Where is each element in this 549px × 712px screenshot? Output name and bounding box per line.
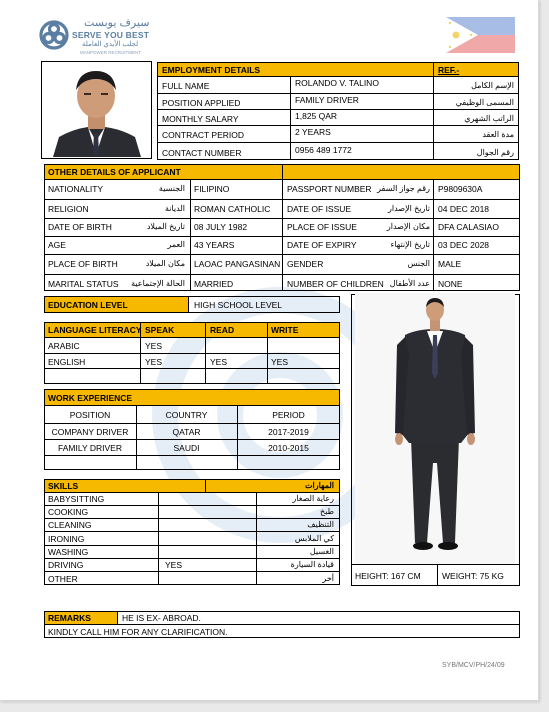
contact-number-arabic: رقم الجوال xyxy=(476,148,514,157)
religion-label: RELIGION xyxy=(48,204,89,214)
work-row-1-position: COMPANY DRIVER xyxy=(51,427,129,437)
remarks-label: REMARKS xyxy=(48,613,91,623)
skill-washing-arabic: الغسيل xyxy=(309,547,334,556)
date-of-issue-arabic: تاريخ الإصدار xyxy=(387,204,430,213)
passport-number-label: PASSPORT NUMBER xyxy=(287,184,372,194)
place-of-issue-value: DFA CALASIAO xyxy=(438,222,499,232)
date-of-expiry-label: DATE OF EXPIRY xyxy=(287,240,357,250)
date-of-birth-value: 08 JULY 1982 xyxy=(194,222,248,232)
place-of-issue-arabic: مكان الإصدار xyxy=(386,222,430,231)
number-of-children-value: NONE xyxy=(438,279,463,289)
skill-cooking-label: COOKING xyxy=(48,507,89,517)
english-read: YES xyxy=(210,357,228,367)
place-of-birth-arabic: مكان الميلاد xyxy=(145,259,185,268)
age-arabic: العمر xyxy=(167,240,185,249)
work-experience-header: WORK EXPERIENCE xyxy=(48,393,133,403)
logo-arabic-subtitle: لجلب الأيدي العاملة xyxy=(82,41,139,48)
skill-other-label: OTHER xyxy=(48,574,78,584)
passport-photo xyxy=(41,61,152,159)
marital-status-value: MARRIED xyxy=(194,279,234,289)
language-header: LANGUAGE LITERACY xyxy=(48,325,142,335)
full-name-arabic: الإسم الكامل xyxy=(471,81,514,90)
religion-value: ROMAN CATHOLIC xyxy=(194,204,271,214)
position-applied-arabic: المسمى الوظيفي xyxy=(455,98,514,107)
logo-arabic-text: سيرف يوبست xyxy=(84,17,150,29)
remarks-value: HE IS EX- ABROAD. xyxy=(122,613,201,623)
religion-arabic: الديانة xyxy=(164,204,185,213)
date-of-expiry-value: 03 DEC 2028 xyxy=(438,240,490,250)
place-of-birth-label: PLACE OF BIRTH xyxy=(48,259,118,269)
work-row-2-position: FAMILY DRIVER xyxy=(58,443,122,453)
marital-status-label: MARITAL STATUS xyxy=(48,279,119,289)
passport-number-arabic: رقم جواز السفر xyxy=(377,184,430,193)
work-row-1-country: QATAR xyxy=(172,427,201,437)
skill-babysitting-arabic: رعاية الصغار xyxy=(292,494,334,503)
skill-cleaning-label: CLEANING xyxy=(48,520,92,530)
english-speak: YES xyxy=(145,357,163,367)
employment-header: EMPLOYMENT DETAILS xyxy=(162,65,261,75)
skill-driving-label: DRIVING xyxy=(48,560,84,570)
nationality-label: NATIONALITY xyxy=(48,184,104,194)
age-label: AGE xyxy=(48,240,66,250)
english-write: YES xyxy=(271,357,289,367)
logo-emblem-icon xyxy=(38,18,70,52)
age-value: 43 YEARS xyxy=(194,240,235,250)
logo-name: SERVE YOU BEST xyxy=(72,30,150,40)
skill-ironing-arabic: كي الملابس xyxy=(294,534,334,543)
work-row-1-period: 2017-2019 xyxy=(268,427,309,437)
gender-label: GENDER xyxy=(287,259,324,269)
period-col-header: PERIOD xyxy=(272,410,305,420)
skill-driving-arabic: قيادة السيارة xyxy=(290,560,334,569)
contract-period-arabic: مدة العقد xyxy=(482,130,514,139)
date-of-expiry-arabic: تاريخ الإنتهاء xyxy=(390,240,430,249)
speak-header: SPEAK xyxy=(145,325,175,335)
arabic-speak: YES xyxy=(145,341,163,351)
full-name-value: ROLANDO V. TALINO xyxy=(295,78,379,88)
skill-driving-value: YES xyxy=(165,560,183,570)
other-details-header: OTHER DETAILS OF APPLICANT xyxy=(48,167,181,177)
country-col-header: COUNTRY xyxy=(165,410,208,420)
date-of-birth-label: DATE OF BIRTH xyxy=(48,222,112,232)
skill-washing-label: WASHING xyxy=(48,547,89,557)
weight-value: WEIGHT: 75 KG xyxy=(442,571,504,581)
nationality-value: FILIPINO xyxy=(194,184,230,194)
language-english-label: ENGLISH xyxy=(48,357,86,367)
gender-value: MALE xyxy=(438,259,462,269)
nationality-arabic: الجنسية xyxy=(158,184,185,193)
education-level-value: HIGH SCHOOL LEVEL xyxy=(194,300,283,310)
place-of-birth-value: LAOAC PANGASINAN xyxy=(194,259,281,269)
monthly-salary-arabic: الراتب الشهري xyxy=(464,114,514,123)
skills-header-arabic: المهارات xyxy=(304,481,334,490)
position-applied-label: POSITION APPLIED xyxy=(162,98,241,108)
company-logo xyxy=(38,16,150,56)
ref-label: REF.- xyxy=(438,65,460,75)
contract-period-label: CONTRACT PERIOD xyxy=(162,130,245,140)
number-of-children-arabic: عدد الأطفال xyxy=(389,279,430,288)
skill-cleaning-arabic: التنظيف xyxy=(307,520,334,529)
read-header: READ xyxy=(210,325,235,335)
contact-number-value: 0956 489 1772 xyxy=(295,145,352,155)
skill-cooking-arabic: طبخ xyxy=(320,507,334,516)
date-of-issue-value: 04 DEC 2018 xyxy=(438,204,490,214)
monthly-salary-value: 1,825 QAR xyxy=(295,111,338,121)
height-value: HEIGHT: 167 CM xyxy=(355,571,421,581)
philippines-flag-icon xyxy=(446,17,515,53)
work-row-2-country: SAUDI xyxy=(173,443,200,453)
marital-status-arabic: الحالة الإجتماعية xyxy=(131,279,185,288)
skill-other-arabic: أخر xyxy=(322,574,334,583)
date-of-birth-arabic: تاريخ الميلاد xyxy=(146,222,185,231)
contract-period-value: 2 YEARS xyxy=(295,127,331,137)
skills-header: SKILLS xyxy=(48,481,79,491)
position-col-header: POSITION xyxy=(69,410,111,420)
full-body-photo xyxy=(355,293,515,564)
remarks-note: KINDLY CALL HIM FOR ANY CLARIFICATION. xyxy=(48,627,228,637)
full-name-label: FULL NAME xyxy=(162,81,210,91)
date-of-issue-label: DATE OF ISSUE xyxy=(287,204,352,214)
skills-header-bar xyxy=(45,480,339,492)
write-header: WRITE xyxy=(271,325,299,335)
skill-babysitting-label: BABYSITTING xyxy=(48,494,105,504)
work-row-2-period: 2010-2015 xyxy=(268,443,309,453)
skill-ironing-label: IRONING xyxy=(48,534,85,544)
monthly-salary-label: MONTHLY SALARY xyxy=(162,114,239,124)
education-level-label: EDUCATION LEVEL xyxy=(48,300,128,310)
place-of-issue-label: PLACE OF ISSUE xyxy=(287,222,357,232)
passport-number-value: P9809630A xyxy=(438,184,483,194)
contact-number-label: CONTACT NUMBER xyxy=(162,148,242,158)
gender-arabic: الجنس xyxy=(407,259,430,268)
number-of-children-label: NUMBER OF CHILDREN xyxy=(287,279,384,289)
language-arabic-label: ARABIC xyxy=(48,341,80,351)
logo-tagline: MANPOWER RECRUITMENT xyxy=(80,50,141,55)
document-code: SYB/MCV/PH/24/09 xyxy=(442,662,505,669)
position-applied-value: FAMILY DRIVER xyxy=(295,95,359,105)
